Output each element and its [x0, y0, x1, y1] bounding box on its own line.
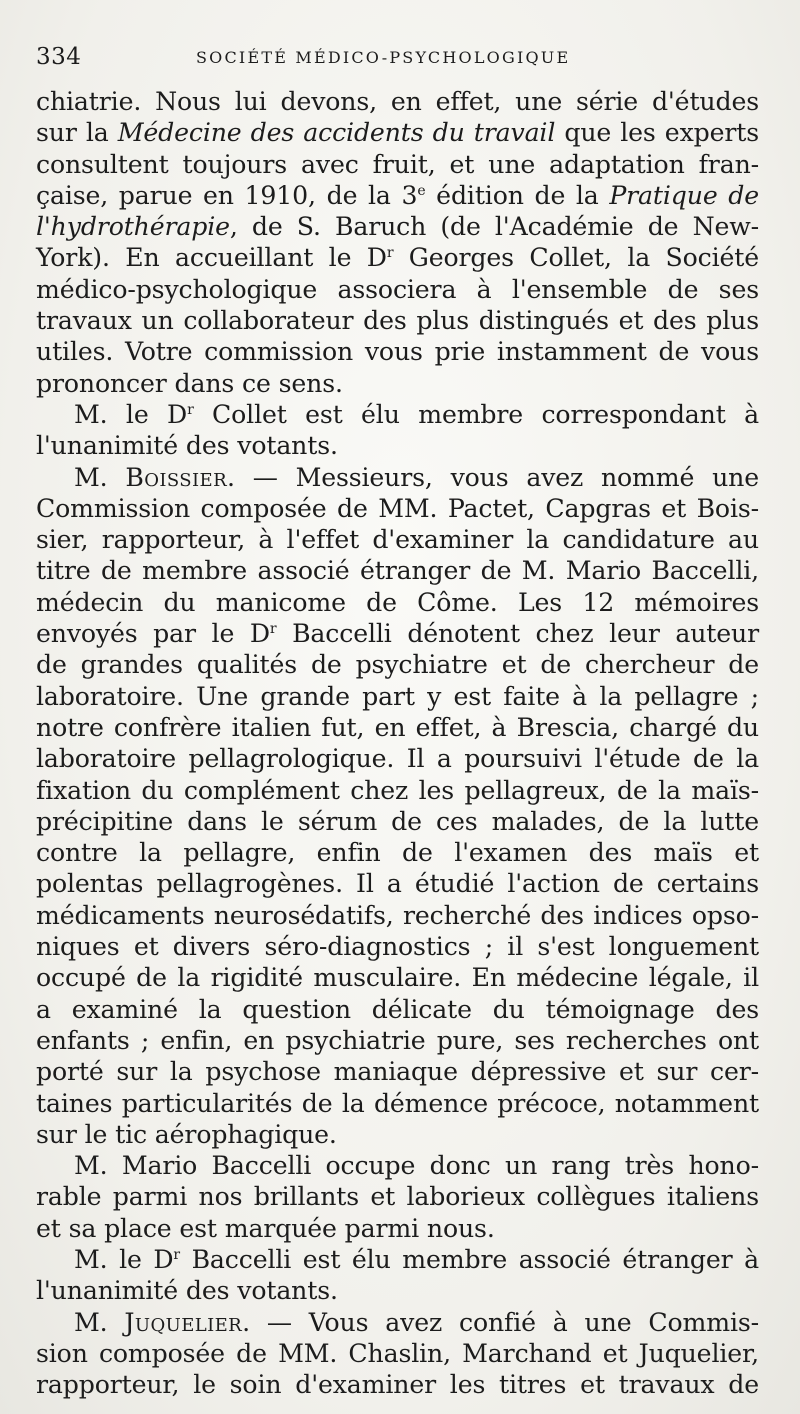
text-line: précipitine dans le sérum de ces malades, de la lutte — [36, 806, 759, 836]
text-line: titre de membre associé étranger de M. Mario Baccelli, — [36, 556, 759, 586]
text-line: porté sur la psychose maniaque dépressive et sur cer- — [36, 1057, 759, 1087]
text-line: fixation du complément chez les pellagreux, de la maïs- — [36, 775, 759, 805]
text-line: l'unanimité des votants. — [36, 431, 338, 461]
speaker-name: Boissier — [125, 462, 228, 492]
text-line: médecin du manicome de Côme. Les 12 mémoires — [36, 587, 759, 617]
text-line: et sa place est marquée parmi nous. — [36, 1213, 495, 1243]
text-line: M. Boissier. — Messieurs, vous avez nommé une — [74, 462, 759, 492]
text-line: sur la Médecine des accidents du travail que les experts — [36, 118, 759, 148]
text-line: rapporteur, le soin d'examiner les titres et travaux de — [36, 1370, 759, 1400]
text-line: notre confrère italien fut, en effet, à Brescia, chargé du — [36, 712, 759, 742]
text-line: sion composée de MM. Chaslin, Marchand et Juquelier, — [36, 1338, 759, 1368]
text-line: de grandes qualités de psychiatre et de chercheur de — [36, 650, 759, 680]
text-line: a examiné la question délicate du témoignage des — [36, 994, 759, 1024]
book-title: Pratique de — [609, 180, 759, 210]
text-line: occupé de la rigidité musculaire. En médecine légale, il — [36, 963, 759, 993]
text-line: taines particularités de la démence précoce, notamment — [36, 1088, 759, 1118]
text-line: sier, rapporteur, à l'effet d'examiner la candidature au — [36, 525, 759, 555]
text-line: l'unanimité des votants. — [36, 1276, 338, 1306]
text-line: M. Mario Baccelli occupe donc un rang très hono- — [74, 1151, 759, 1181]
speaker-name: Juquelier — [124, 1307, 243, 1337]
text-line: laboratoire pellagrologique. Il a poursuivi l'étude de la — [36, 744, 759, 774]
book-title: Médecine des accidents du travail — [117, 118, 556, 148]
text-line: niques et divers séro-diagnostics ; il s'est longuement — [36, 932, 759, 962]
text-line: consultent toujours avec fruit, et une adaptation fran- — [36, 149, 759, 179]
body-text — [36, 86, 759, 1400]
text-line: sur le tic aérophagique. — [36, 1119, 337, 1149]
text-line: prononcer dans ce sens. — [36, 368, 343, 398]
page-number: 334 — [36, 44, 82, 70]
running-head: SOCIÉTÉ MÉDICO-PSYCHOLOGIQUE — [196, 48, 571, 67]
text-line: laboratoire. Une grande part y est faite à la pellagre ; — [36, 681, 759, 711]
text-line: York). En accueillant le $D^r$ Georges Collet, la Société — [36, 243, 759, 273]
text-line: utiles. Votre commission vous prie instamment de vous — [36, 337, 759, 367]
text-line: travaux un collaborateur des plus distingués et des plus — [36, 306, 759, 336]
book-title: l'hydrothérapie — [36, 212, 230, 242]
text-line: M. Juquelier. — Vous avez confié à une Commis- — [74, 1307, 759, 1337]
text-line: M. le $D^r$ Baccelli est élu membre associé étranger à — [74, 1244, 759, 1274]
text-line: çaise, parue en 1910, de la 3e édition de la Pratique de — [36, 180, 759, 210]
text-line: polentas pellagrogènes. Il a étudié l'action de certains — [36, 869, 759, 899]
text-line: l'hydrothérapie, de S. Baruch (de l'Académie de New- — [36, 212, 759, 242]
text-line: M. le $D^r$ Collet est élu membre correspondant à — [74, 399, 759, 429]
text-line: chiatrie. Nous lui devons, en effet, une série d'études — [36, 87, 759, 116]
text-line: rable parmi nos brillants et laborieux collègues italiens — [36, 1182, 759, 1212]
text-line: contre la pellagre, enfin de l'examen des maïs et — [36, 838, 759, 868]
text-line: médicaments neurosédatifs, recherché des indices opso- — [36, 900, 759, 930]
text-line: envoyés par le $D^r$ Baccelli dénotent chez leur auteur — [36, 619, 759, 649]
text-line: Commission composée de MM. Pactet, Capgras et Bois- — [36, 493, 759, 523]
page-header — [36, 44, 756, 72]
text-line: enfants ; enfin, en psychiatrie pure, ses recherches ont — [36, 1025, 759, 1055]
text-line: médico-psychologique associera à l'ensemble de ses — [36, 274, 759, 304]
